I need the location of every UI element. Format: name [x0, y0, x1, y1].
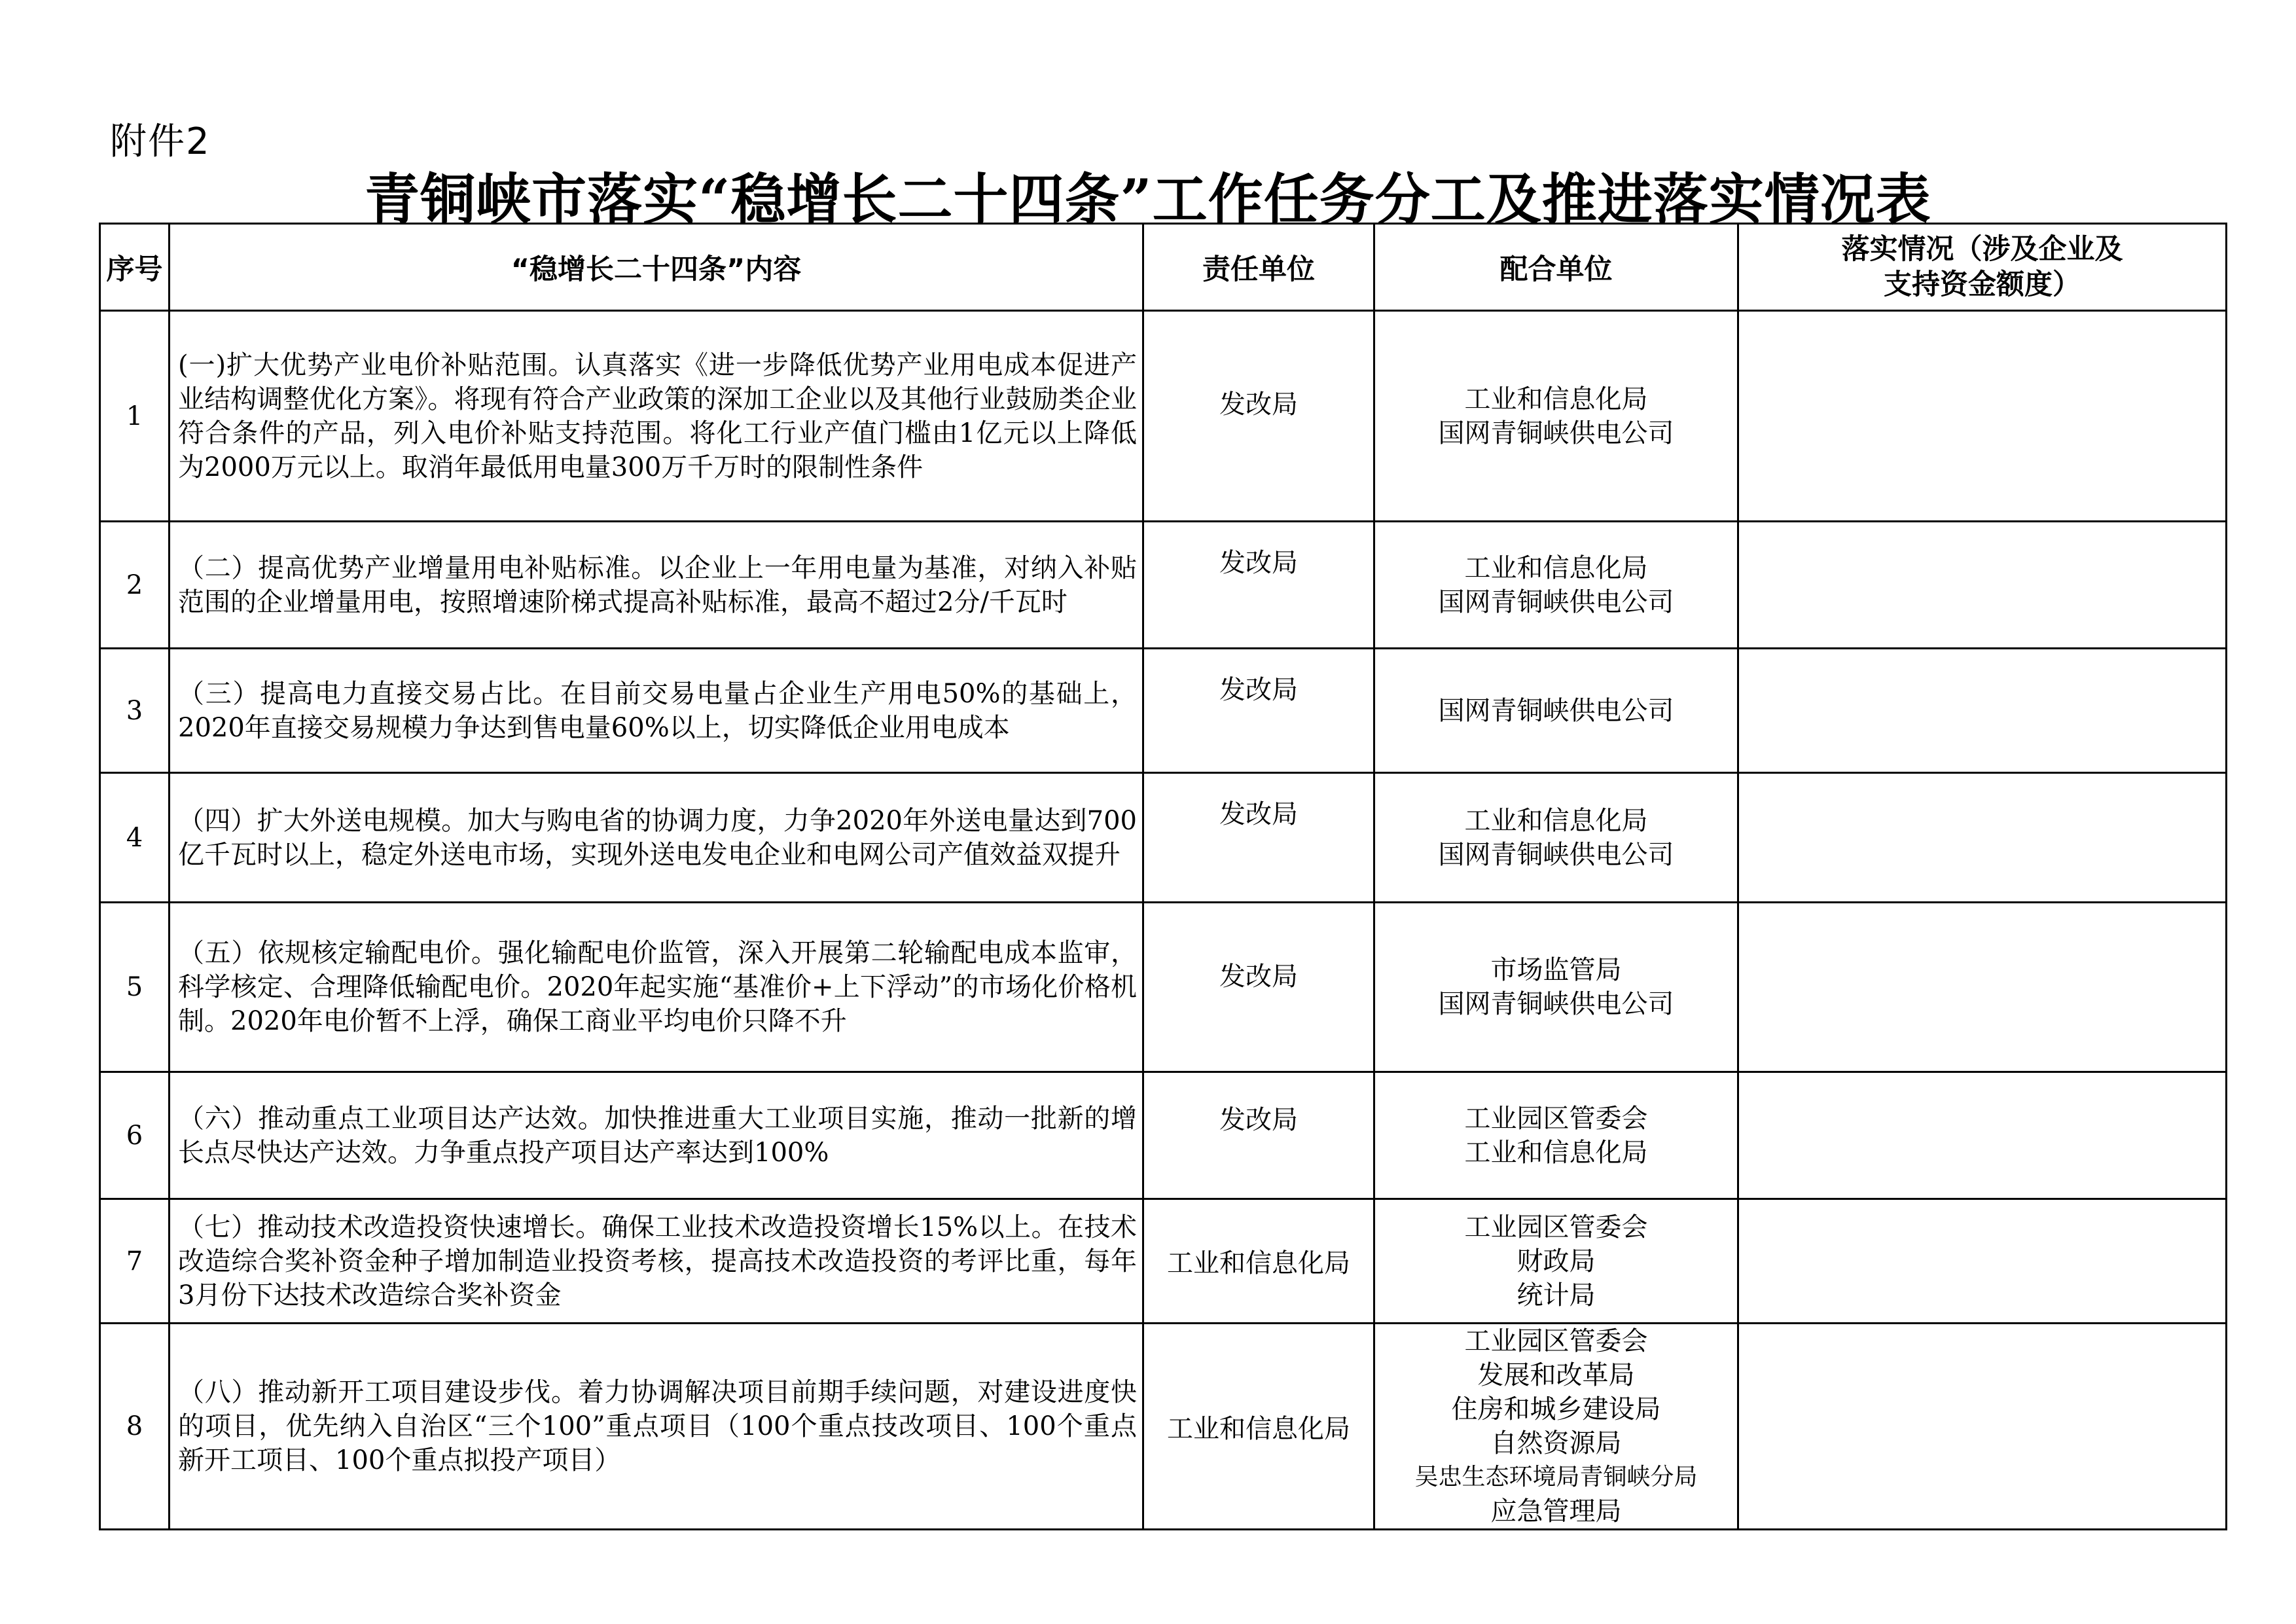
table-row	[100, 649, 2227, 773]
header-responsible: 责任单位	[1143, 224, 1374, 311]
row-responsible: 工业和信息化局	[1143, 1324, 1374, 1530]
cooperating-unit: 发展和改革局	[1477, 1360, 1635, 1390]
cooperating-unit: 工业和信息化局	[1464, 1137, 1648, 1168]
attachment-label: 附件2	[110, 120, 211, 163]
row-responsible: 发改局	[1143, 773, 1374, 903]
table-row	[100, 773, 2227, 903]
cooperating-unit: 市场监管局	[1490, 955, 1622, 985]
row-implementation[interactable]	[1738, 1324, 2227, 1530]
table-row	[100, 903, 2227, 1072]
task-table	[99, 223, 2227, 1530]
row-no: 7	[100, 1199, 170, 1324]
row-cooperating	[1374, 903, 1738, 1072]
row-cooperating	[1374, 1199, 1738, 1324]
cooperating-unit: 应急管理局	[1490, 1496, 1622, 1526]
cooperating-unit: 国网青铜峡供电公司	[1438, 989, 1674, 1019]
row-responsible: 发改局	[1143, 649, 1374, 773]
row-implementation[interactable]	[1738, 522, 2227, 649]
row-no: 4	[100, 773, 170, 903]
table-row	[100, 1199, 2227, 1324]
table-row	[100, 1324, 2227, 1530]
row-cooperating	[1374, 522, 1738, 649]
table-row	[100, 522, 2227, 649]
cooperating-unit: 工业园区管委会	[1464, 1103, 1648, 1134]
cooperating-unit: 统计局	[1516, 1280, 1596, 1310]
row-cooperating	[1374, 311, 1738, 522]
row-cooperating	[1374, 1324, 1738, 1530]
row-content: (一)扩大优势产业电价补贴范围。认真落实《进一步降低优势产业用电成本促进产业结构调整优化方案》。将现有符合产业政策的深加工企业以及其他行业鼓励类企业符合条件的产品，列入电价补贴支持范围。将化工行业产值门槛由1亿元以上降低为2000万元以上。取消年最低用电量300万千万时的限制性条件	[170, 311, 1143, 522]
cooperating-unit: 国网青铜峡供电公司	[1438, 695, 1674, 726]
page-title: 青铜峡市落实“稳增长二十四条”工作任务分工及推进落实情况表	[365, 167, 1931, 232]
row-content: （五）依规核定输配电价。强化输配电价监管，深入开展第二轮输配电成本监审，科学核定、合理降低输配电价。2020年起实施“基准价+上下浮动”的市场化价格机制。2020年电价暂不上浮，确保工商业平均电价只降不升	[170, 903, 1143, 1072]
cooperating-unit: 国网青铜峡供电公司	[1438, 586, 1674, 617]
row-cooperating	[1374, 649, 1738, 773]
cooperating-unit: 工业园区管委会	[1464, 1212, 1648, 1242]
cooperating-unit: 工业园区管委会	[1464, 1326, 1648, 1356]
row-responsible: 发改局	[1143, 311, 1374, 522]
cooperating-unit: 工业和信息化局	[1464, 805, 1648, 836]
row-implementation[interactable]	[1738, 311, 2227, 522]
row-implementation[interactable]	[1738, 1199, 2227, 1324]
row-implementation[interactable]	[1738, 903, 2227, 1072]
row-responsible: 发改局	[1143, 1072, 1374, 1199]
row-responsible: 工业和信息化局	[1143, 1199, 1374, 1324]
row-responsible: 发改局	[1143, 522, 1374, 649]
header-implementation-line1: 落实情况（涉及企业及	[1841, 233, 2123, 266]
cooperating-unit: 自然资源局	[1490, 1428, 1622, 1458]
cooperating-unit: 工业和信息化局	[1464, 552, 1648, 583]
cooperating-unit: 国网青铜峡供电公司	[1438, 839, 1674, 870]
row-cooperating	[1374, 1072, 1738, 1199]
header-implementation	[1738, 224, 2227, 311]
header-cooperating: 配合单位	[1374, 224, 1738, 311]
row-no: 8	[100, 1324, 170, 1530]
header-no: 序号	[100, 224, 170, 311]
cooperating-unit: 工业和信息化局	[1464, 384, 1648, 414]
row-no: 3	[100, 649, 170, 773]
row-no: 1	[100, 311, 170, 522]
table-row	[100, 311, 2227, 522]
row-content: （四）扩大外送电规模。加大与购电省的协调力度，力争2020年外送电量达到700亿千瓦时以上，稳定外送电市场，实现外送电发电企业和电网公司产值效益双提升	[170, 773, 1143, 903]
row-no: 5	[100, 903, 170, 1072]
row-implementation[interactable]	[1738, 1072, 2227, 1199]
cooperating-unit: 国网青铜峡供电公司	[1438, 418, 1674, 448]
row-no: 6	[100, 1072, 170, 1199]
cooperating-unit: 住房和城乡建设局	[1451, 1394, 1661, 1424]
row-cooperating	[1374, 773, 1738, 903]
table-row	[100, 1072, 2227, 1199]
row-responsible: 发改局	[1143, 903, 1374, 1072]
header-content: “稳增长二十四条”内容	[170, 224, 1143, 311]
header-implementation-line2: 支持资金额度）	[1884, 268, 2081, 301]
table-header-row	[100, 224, 2227, 311]
row-content: （八）推动新开工项目建设步伐。着力协调解决项目前期手续问题，对建设进度快的项目，优先纳入自治区“三个100”重点项目（100个重点技改项目、100个重点新开工项目、100个重点拟投产项目）	[170, 1324, 1143, 1530]
row-content: （三）提高电力直接交易占比。在目前交易电量占企业生产用电50%的基础上，2020年直接交易规模力争达到售电量60%以上，切实降低企业用电成本	[170, 649, 1143, 773]
row-implementation[interactable]	[1738, 773, 2227, 903]
row-no: 2	[100, 522, 170, 649]
row-content: （七）推动技术改造投资快速增长。确保工业技术改造投资增长15%以上。在技术改造综合奖补资金种子增加制造业投资考核，提高技术改造投资的考评比重，每年3月份下达技术改造综合奖补资金	[170, 1199, 1143, 1324]
row-content: （六）推动重点工业项目达产达效。加快推进重大工业项目实施，推动一批新的增长点尽快达产达效。力争重点投产项目达产率达到100%	[170, 1072, 1143, 1199]
row-content: （二）提高优势产业增量用电补贴标准。以企业上一年用电量为基准，对纳入补贴范围的企业增量用电，按照增速阶梯式提高补贴标准，最高不超过2分/千瓦时	[170, 522, 1143, 649]
cooperating-unit: 吴忠生态环境局青铜峡分局	[1414, 1464, 1698, 1490]
row-implementation[interactable]	[1738, 649, 2227, 773]
cooperating-unit: 财政局	[1516, 1246, 1596, 1276]
